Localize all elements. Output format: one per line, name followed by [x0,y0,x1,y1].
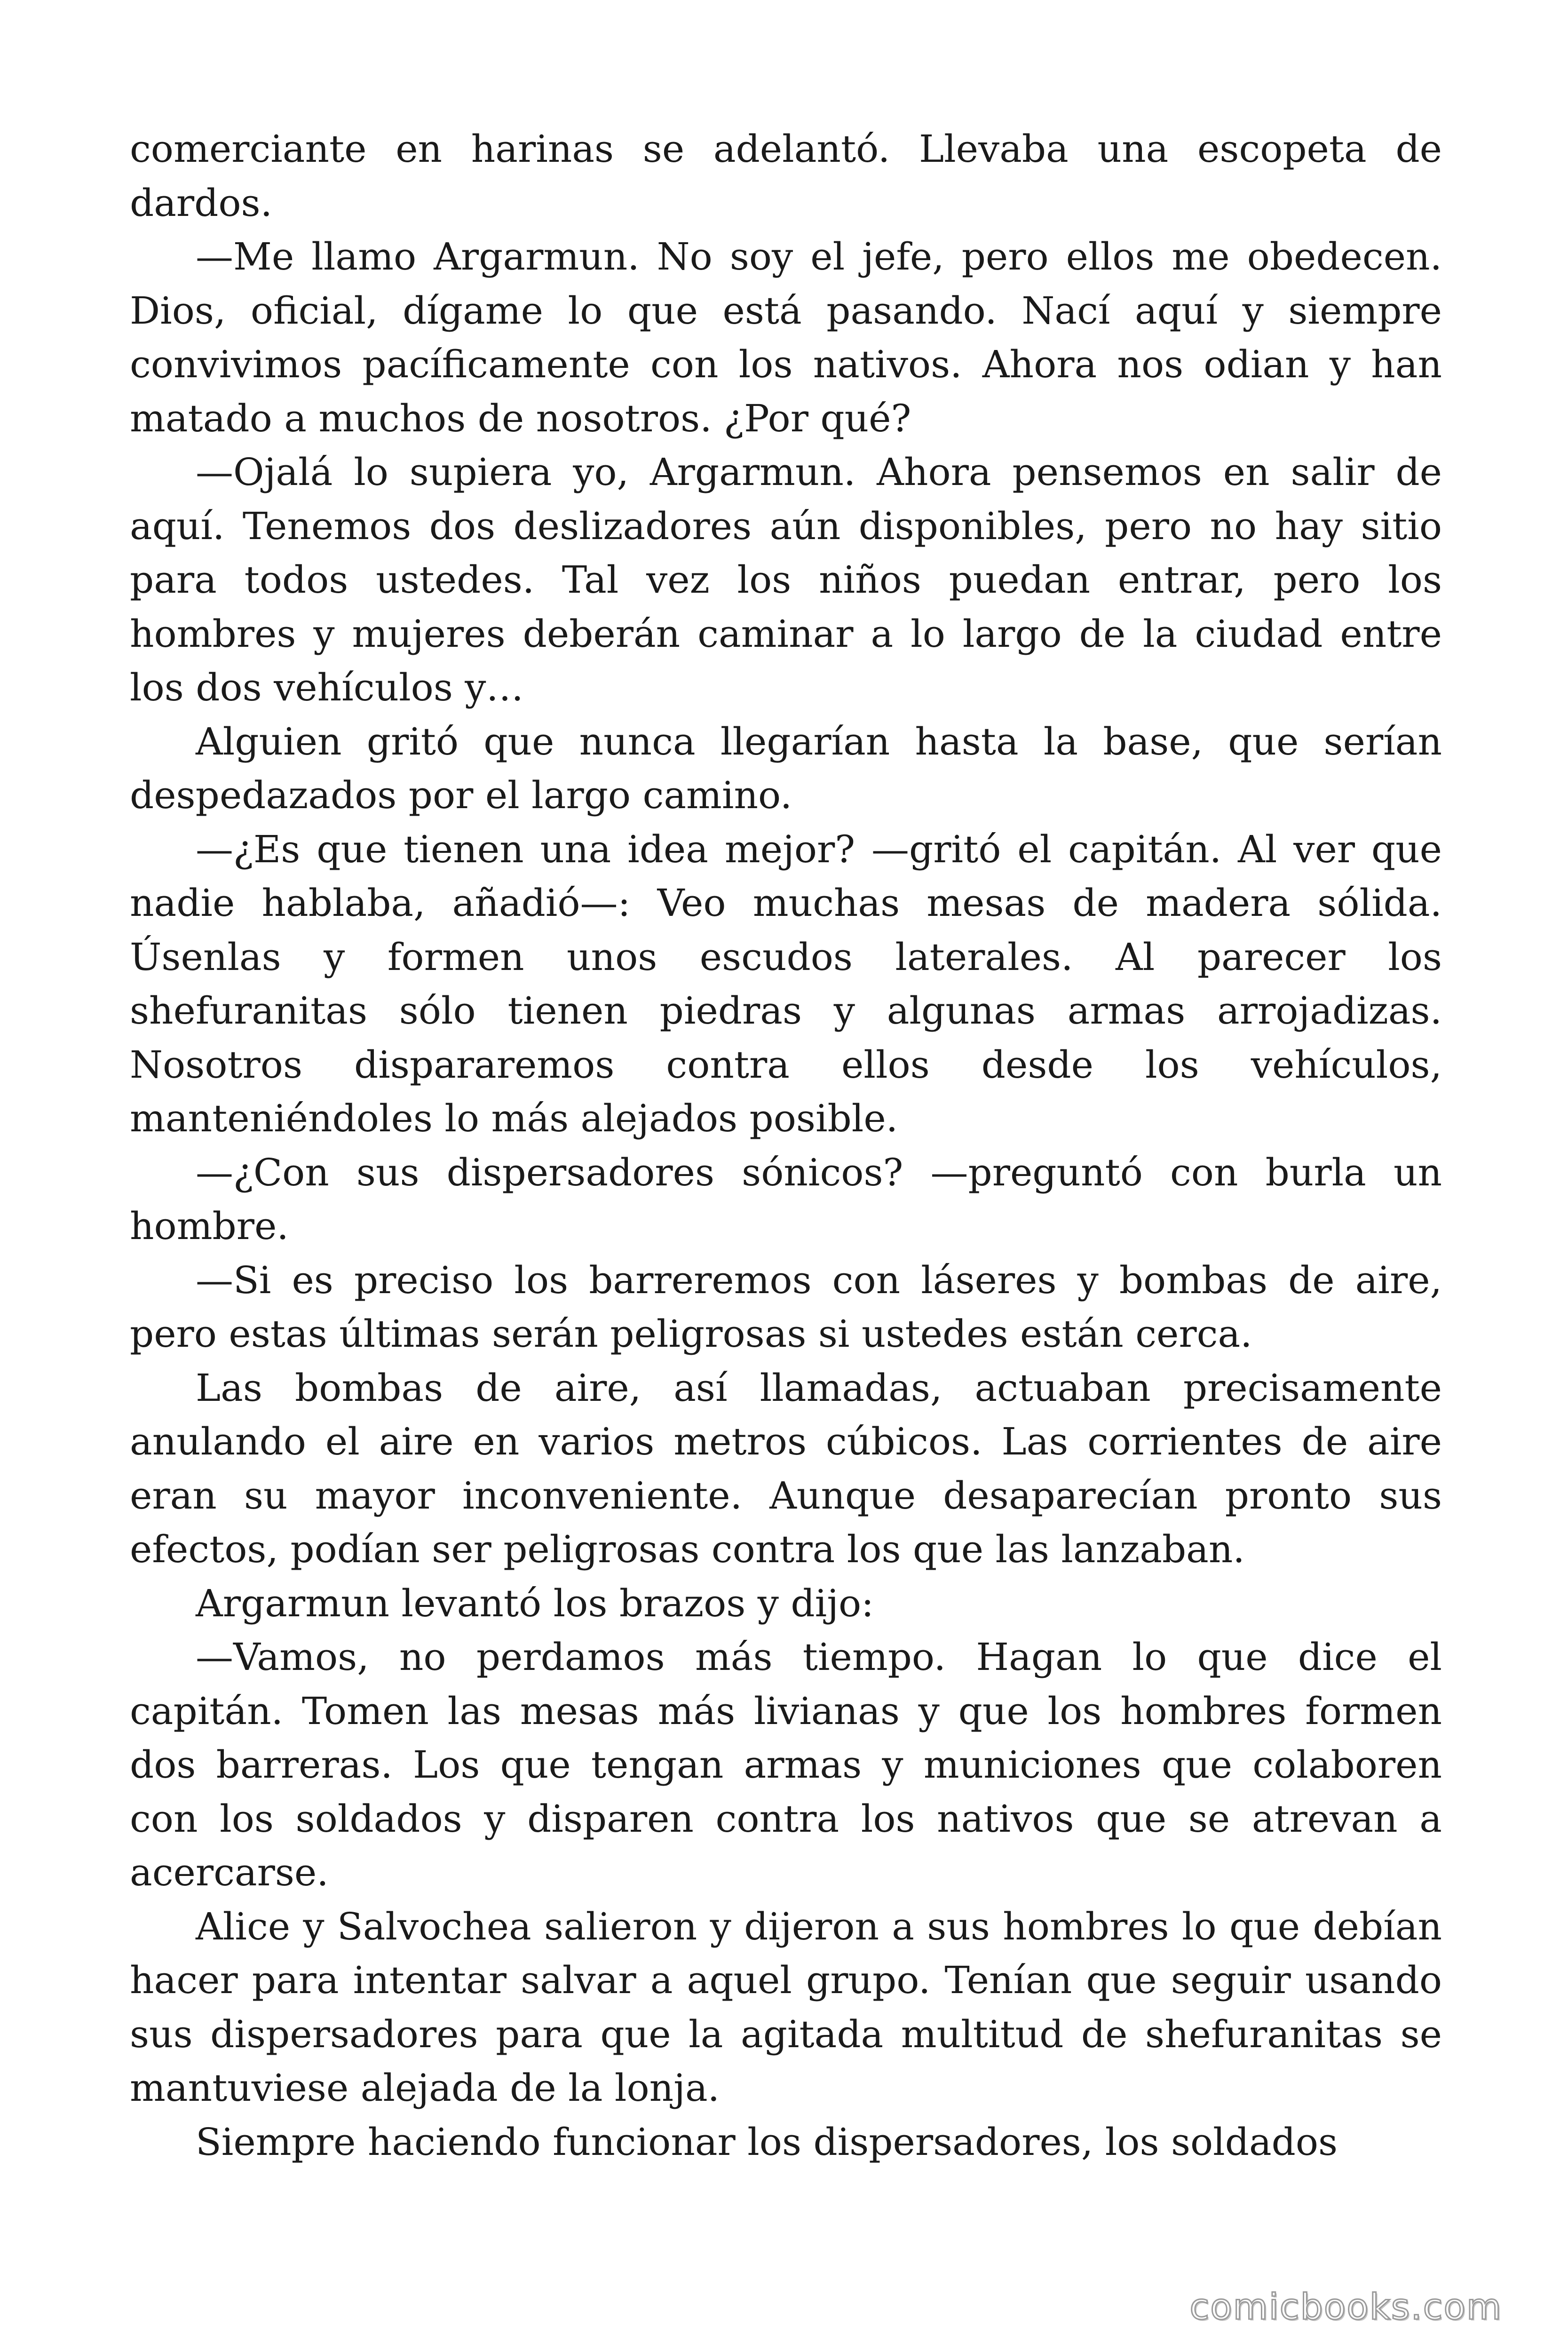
paragraph: —Vamos, no perdamos más tiempo. Hagan lo que dice el capitán. Tomen las mesas más livianas y que los hombres formen dos barreras. Los que tengan armas y municiones que colaboren con los soldados y disparen contra los nativos que se atrevan a acercarse. [130,1635,1442,1894]
paragraph: —Si es preciso los barreremos con láseres y bombas de aire, pero estas últimas serán peligrosas si ustedes están cerca. [130,1258,1442,1356]
paragraph: —Ojalá lo supiera yo, Argarmun. Ahora pensemos en salir de aquí. Tenemos dos deslizadores aún disponibles, pero no hay sitio para todos ustedes. Tal vez los niños puedan entrar, pero los hombres y mujeres deberán caminar a lo largo de la ciudad entre los dos vehículos y… [130,450,1442,709]
watermark: comicbooks.com [1189,2286,1502,2328]
paragraph: Argarmun levantó los brazos y dijo: [196,1581,874,1625]
paragraph: Siempre haciendo funcionar los dispersadores, los soldados [196,2120,1338,2164]
paragraph: —¿Es que tienen una idea mejor? —gritó el capitán. Al ver que nadie hablaba, añadió—: Veo muchas mesas de madera sólida. Úsenlas y formen unos escudos laterales. Al parecer los shefuranitas sólo tienen piedras y algunas armas arrojadizas. Nosotros dispararemos contra ellos desde los vehículos, manteniéndoles lo más alejados posible. [130,827,1442,1140]
paragraph: Las bombas de aire, así llamadas, actuaban precisamente anulando el aire en varios metros cúbicos. Las corrientes de aire eran su mayor inconveniente. Aunque desaparecían pronto sus efectos, podían ser peligrosas contra los que las lanzaban. [130,1366,1442,1571]
paragraph: comerciante en harinas se adelantó. Llevaba una escopeta de dardos. [130,127,1442,225]
paragraph: Alguien gritó que nunca llegarían hasta la base, que serían despedazados por el largo camino. [130,719,1442,817]
paragraph: —¿Con sus dispersadores sónicos? —preguntó con burla un hombre. [130,1150,1442,1248]
paragraph: Alice y Salvochea salieron y dijeron a sus hombres lo que debían hacer para intentar salvar a aquel grupo. Tenían que seguir usando sus dispersadores para que la agitada multitud de shefuranitas se mantuviese alejada de la lonja. [130,1904,1442,2110]
paragraph: —Me llamo Argarmun. No soy el jefe, pero ellos me obedecen. Dios, oficial, dígame lo que está pasando. Nací aquí y siempre convivimos pacíficamente con los nativos. Ahora nos odian y han matado a muchos de nosotros. ¿Por qué? [130,235,1442,440]
book-page [130,122,1442,2169]
